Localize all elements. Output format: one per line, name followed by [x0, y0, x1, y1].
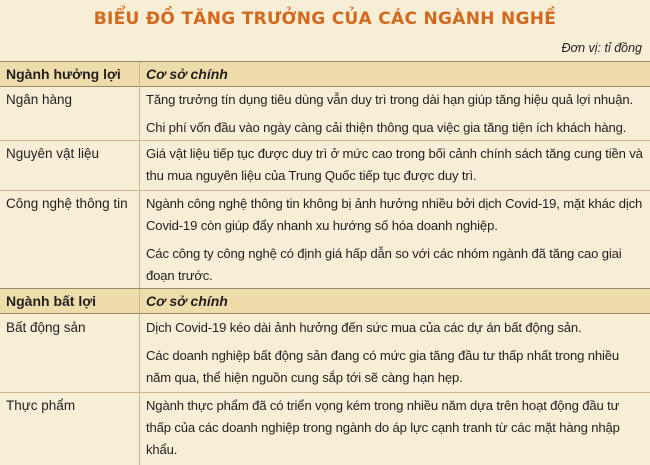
basis-point: Tăng trưởng tín dụng tiêu dùng vẫn duy trì trong dài hạn giúp tăng hiệu quả lợi nhuận.: [146, 92, 633, 107]
sector-food: Thực phẩm: [6, 398, 76, 413]
basis-banking: [146, 89, 646, 139]
basis-food: [146, 395, 646, 461]
basis-point: Giá vật liệu tiếp tục được duy trì ở mức cao trong bối cảnh chính sách tăng cung tiền và thu mua nguyên liệu của Trung Quốc tiếp tục được duy trì.: [146, 146, 643, 183]
beneficiary-header-basis: Cơ sở chính: [146, 66, 228, 82]
column-separator: [139, 62, 140, 288]
unit-note: Đơn vị: tỉ đồng: [561, 41, 642, 55]
column-separator: [139, 289, 140, 465]
disadvantaged-header-sector: Ngành bất lợi: [6, 293, 97, 309]
basis-point: Chi phí vốn đầu vào ngày càng cải thiện thông qua việc gia tăng tiện ích khách hàng.: [146, 120, 627, 135]
basis-point: Dịch Covid-19 kéo dài ảnh hưởng đến sức mua của các dự án bất động sản.: [146, 320, 582, 335]
basis-point: Ngành công nghệ thông tin không bị ảnh hưởng nhiều bởi dịch Covid-19, mặt khác dịch Covid-19 còn giúp đẩy nhanh xu hướng số hóa doanh nghiệp.: [146, 196, 643, 233]
basis-information-technology: [146, 193, 646, 287]
basis-real-estate: [146, 317, 646, 389]
disadvantaged-header-row: [0, 289, 650, 313]
basis-point: Các công ty công nghệ có định giá hấp dẫn so với các nhóm ngành đã tăng cao giai đoạn trước.: [146, 246, 622, 283]
beneficiary-header-rule: [0, 86, 650, 87]
row-divider: [0, 190, 650, 191]
row-divider: [0, 140, 650, 141]
disadvantaged-header-rule: [0, 313, 650, 314]
sector-information-technology: Công nghệ thông tin: [6, 196, 128, 211]
beneficiary-header-row: [0, 62, 650, 86]
basis-point: Ngành thực phẩm đã có triển vọng kém trong nhiều năm dựa trên hoạt động đầu tư thấp của các doanh nghiệp trong ngành do áp lực cạnh tranh từ các mặt hàng nhập khẩu.: [146, 398, 620, 457]
basis-materials: [146, 143, 646, 187]
sector-banking: Ngân hàng: [6, 92, 73, 107]
basis-point: Các doanh nghiệp bất động sản đang có mức gia tăng đầu tư thấp nhất trong nhiều năm qua, thể hiện nguồn cung sắp tới sẽ càng hạn hẹp.: [146, 348, 620, 385]
disadvantaged-header-basis: Cơ sở chính: [146, 293, 228, 309]
sector-materials: Nguyên vật liệu: [6, 146, 100, 161]
row-divider: [0, 392, 650, 393]
page-title: BIỂU ĐỒ TĂNG TRƯỞNG CỦA CÁC NGÀNH NGHỀ: [93, 9, 557, 29]
sector-real-estate: Bất động sản: [6, 320, 86, 335]
beneficiary-header-sector: Ngành hưởng lợi: [6, 66, 121, 82]
